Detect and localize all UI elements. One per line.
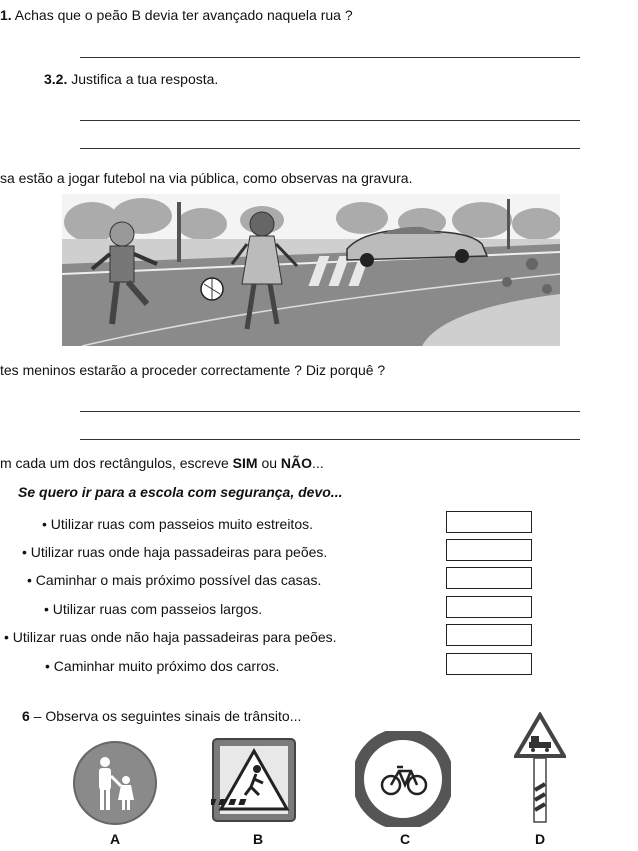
question-number: 1. xyxy=(0,7,12,23)
checklist-item-6: • Caminhar muito próximo dos carros. xyxy=(45,658,280,674)
pedestrian-path-sign-icon xyxy=(72,740,158,826)
question-text: – Observa os seguintes sinais de trânsito... xyxy=(29,708,302,724)
instruction-text: m cada um dos rectângulos, escreve SIM ou NÃO... xyxy=(0,455,324,471)
checklist-item-4: • Utilizar ruas com passeios largos. xyxy=(44,601,263,617)
question-3-2 xyxy=(44,70,218,88)
sign-label-d: D xyxy=(534,831,546,847)
answer-line-3[interactable] xyxy=(80,148,580,149)
sign-label-c: C xyxy=(399,831,411,847)
subheading: Se quero ir para a escola com segurança, devo... xyxy=(18,484,343,500)
sim-word: SIM xyxy=(232,455,258,471)
children-question: tes meninos estarão a proceder correctamente ? Diz porquê ? xyxy=(0,362,386,378)
checklist-item-3: • Caminhar o mais próximo possível das casas. xyxy=(27,572,322,588)
sign-label-b: B xyxy=(252,831,264,847)
checklist-item-1: • Utilizar ruas com passeios muito estreitos. xyxy=(42,516,313,532)
answer-box-6[interactable] xyxy=(446,653,532,675)
answer-line-2[interactable] xyxy=(80,120,580,121)
football-text: sa estão a jogar futebol na via pública, como observas na gravura. xyxy=(0,170,413,186)
nao-word: NÃO xyxy=(280,455,313,471)
sign-label-a: A xyxy=(109,831,121,847)
question-text: Achas que o peão B devia ter avançado naquela rua ? xyxy=(11,7,353,23)
answer-box-5[interactable] xyxy=(446,624,532,646)
answer-line-4[interactable] xyxy=(80,411,580,412)
answer-box-4[interactable] xyxy=(446,596,532,618)
question-6 xyxy=(22,707,301,725)
children-playing-illustration xyxy=(62,194,560,346)
question-number: 6 xyxy=(22,708,30,724)
railway-crossing-sign-icon xyxy=(514,712,566,824)
question-number: 3.2. xyxy=(44,71,68,87)
answer-box-2[interactable] xyxy=(446,539,532,561)
checklist-item-5: • Utilizar ruas onde não haja passadeiras para peões. xyxy=(4,629,337,645)
pedestrian-crossing-sign-icon xyxy=(211,737,297,823)
answer-line-1[interactable] xyxy=(80,57,580,58)
question-3-1 xyxy=(0,6,353,24)
checklist-item-2: • Utilizar ruas onde haja passadeiras para peões. xyxy=(22,544,328,560)
answer-box-3[interactable] xyxy=(446,567,532,589)
question-text: Justifica a tua resposta. xyxy=(67,71,219,87)
answer-line-5[interactable] xyxy=(80,439,580,440)
no-bicycles-sign-icon xyxy=(355,731,451,827)
answer-box-1[interactable] xyxy=(446,511,532,533)
